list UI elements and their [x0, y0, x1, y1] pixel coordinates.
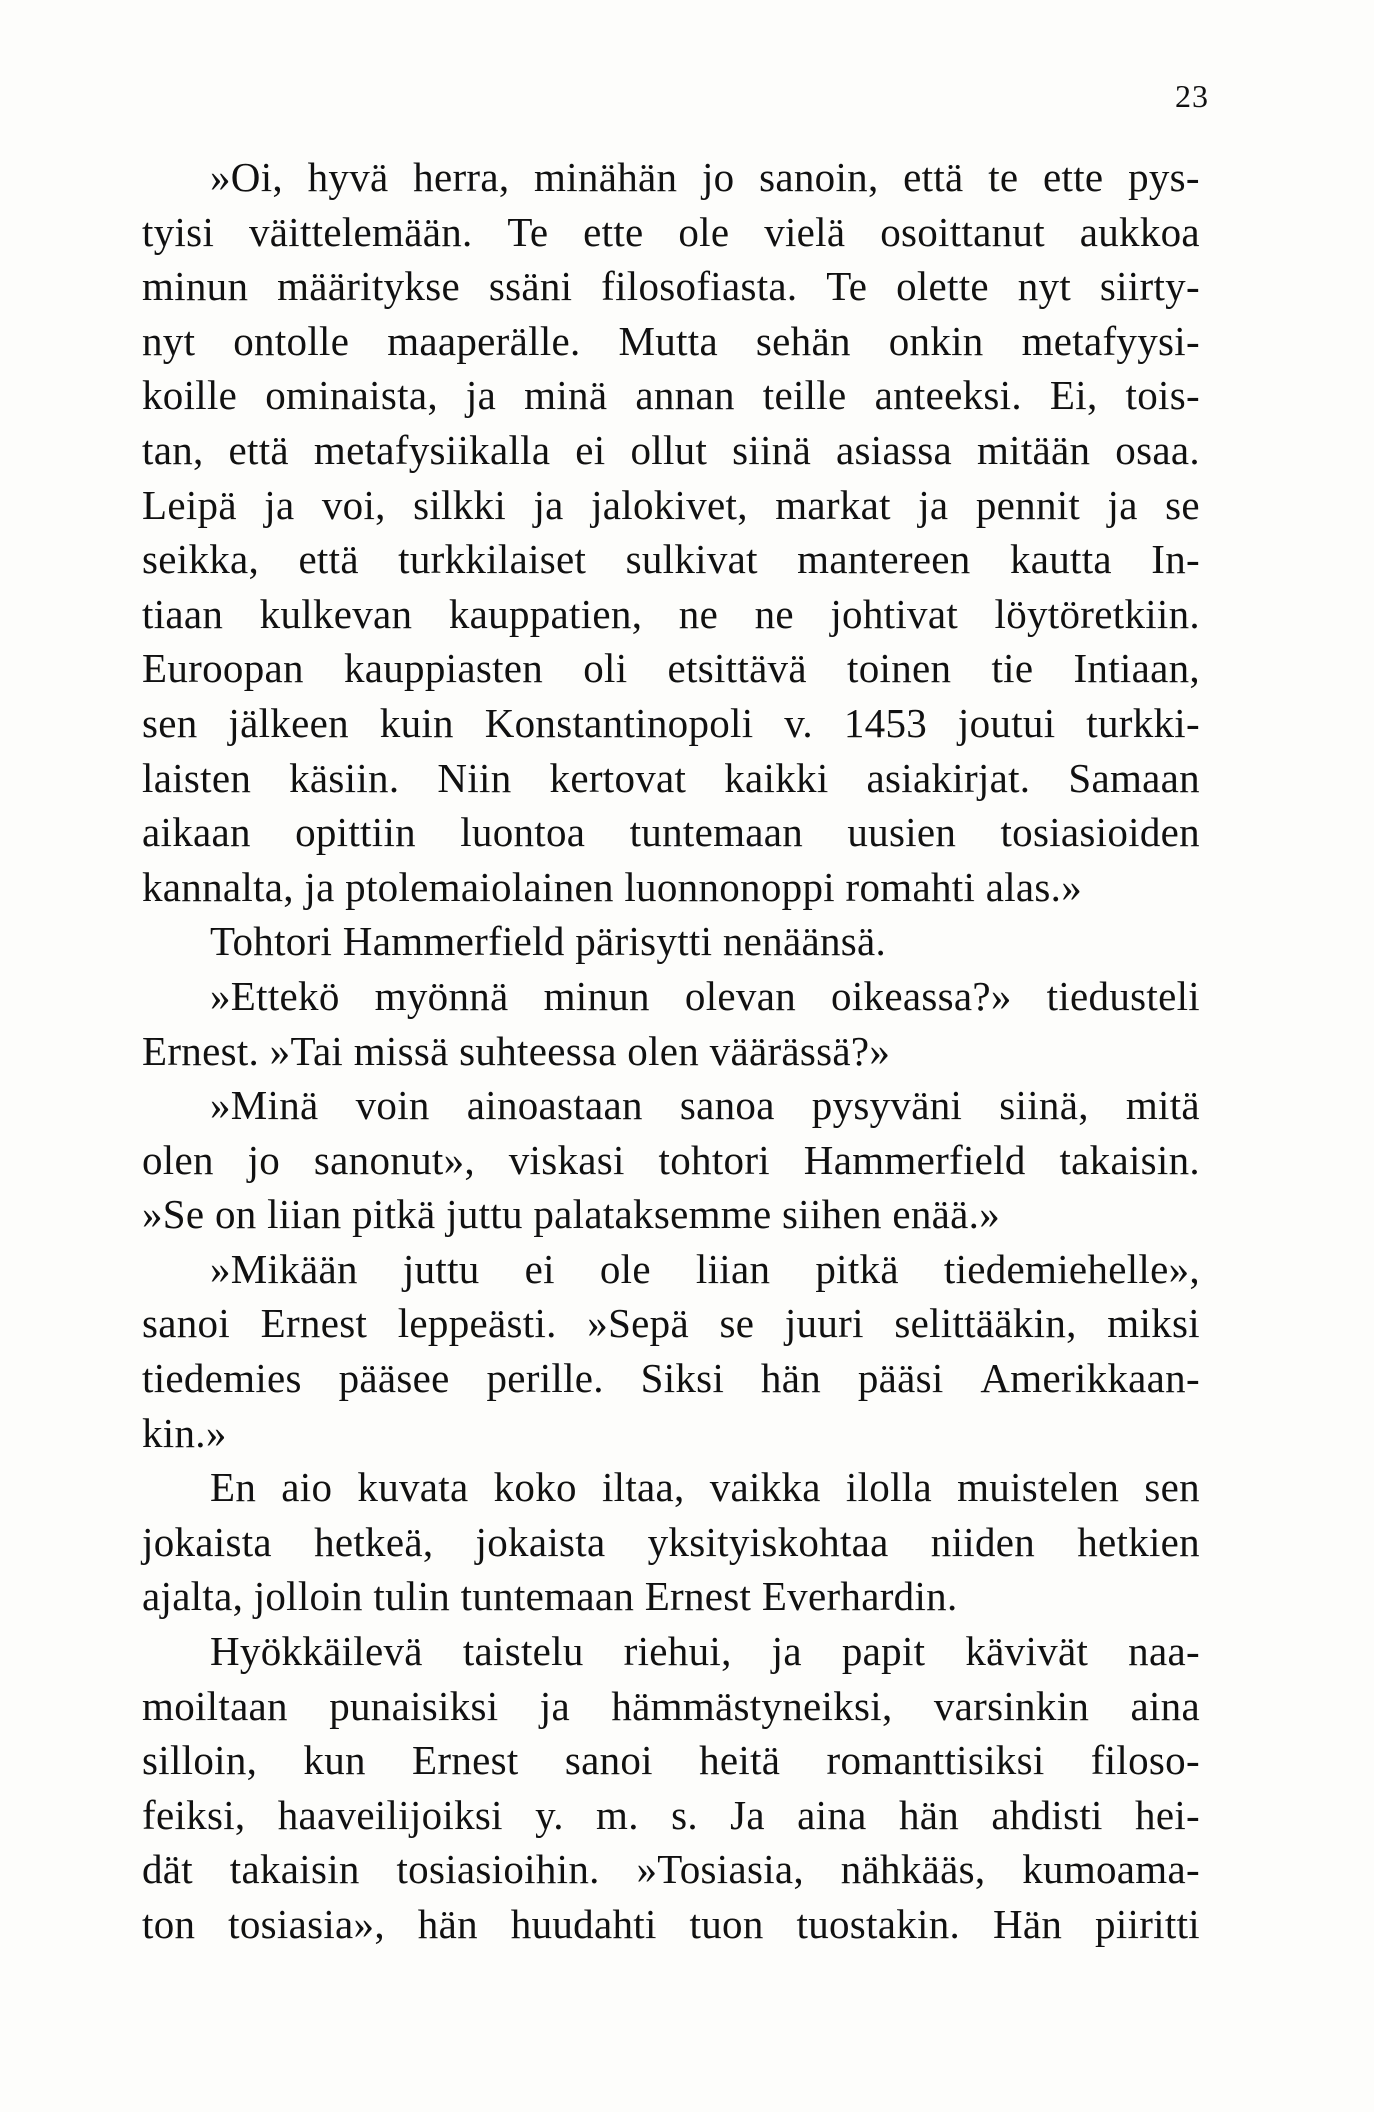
word: etsittävä [667, 645, 807, 692]
word: En [210, 1464, 257, 1511]
word: juttu [446, 1191, 523, 1238]
word: siihen [782, 1191, 882, 1238]
word: tosiasia», [228, 1901, 385, 1947]
word: ollut [630, 426, 708, 473]
word: Leipä [142, 481, 237, 528]
text-line [142, 1788, 1200, 1843]
word: pysyväni [811, 1082, 963, 1129]
word: onkin [888, 317, 984, 364]
word: asiakirjat. [866, 754, 1031, 801]
word: Intiaan, [1073, 645, 1200, 692]
word: toinen [847, 645, 952, 692]
word: ja [539, 1682, 570, 1729]
word: osoittanut [880, 208, 1045, 255]
word: pääsi [857, 1355, 944, 1402]
word: aukkoa [1079, 208, 1200, 255]
word: koko [493, 1464, 577, 1511]
text-line [142, 914, 1200, 969]
word: kauppatien, [448, 590, 643, 637]
text-line [142, 1133, 1200, 1188]
word: piiritti [1095, 1901, 1200, 1947]
word: että [228, 426, 289, 473]
word: ssäni [488, 263, 573, 310]
word: siinä, [999, 1082, 1089, 1129]
word: hei- [1135, 1791, 1200, 1838]
word: moiltaan [142, 1682, 288, 1729]
word: herra, [413, 154, 510, 200]
word: leppeästi. [397, 1300, 557, 1347]
word: jokaista [142, 1518, 272, 1565]
word: »Tai [269, 1027, 344, 1074]
word: ainoastaan [466, 1082, 643, 1129]
word: tohtori [658, 1136, 770, 1183]
text-line [142, 1515, 1200, 1570]
text-line [142, 805, 1200, 860]
word: kuin [379, 699, 454, 746]
word: Euroopan [142, 645, 304, 692]
word: hämmästyneiksi, [611, 1682, 893, 1729]
word: ominaista, [265, 372, 438, 419]
word: te [988, 154, 1019, 200]
word: sanoi [142, 1300, 231, 1347]
word: Mutta [618, 317, 718, 364]
word: metafysiikalla [313, 426, 551, 473]
word: jo [701, 154, 735, 200]
word: Te [507, 208, 549, 255]
word: että [298, 536, 359, 583]
word: hetkien [1077, 1518, 1200, 1565]
word: tulin [373, 1573, 451, 1620]
word: sen [142, 699, 198, 746]
word: ilolla [845, 1464, 932, 1511]
word: jolloin [253, 1573, 363, 1620]
word: Ernest. [142, 1027, 260, 1074]
word: mantereen [797, 536, 971, 583]
word: opittiin [295, 809, 416, 856]
word: ontolle [233, 317, 350, 364]
word: maaperälle. [387, 317, 581, 364]
word: ahdisti [991, 1791, 1103, 1838]
word: tan, [142, 426, 204, 473]
text-line [142, 696, 1200, 751]
word: tie [991, 645, 1034, 692]
word: kävivät [965, 1628, 1089, 1675]
word: ja [1107, 481, 1138, 528]
word: ole [678, 208, 730, 255]
text-line [142, 478, 1200, 533]
word: ja [918, 481, 949, 528]
word: sulkivat [625, 536, 758, 583]
word: voin [355, 1082, 430, 1129]
word: ei [524, 1245, 555, 1292]
word: olevan [684, 972, 796, 1019]
word: Hyökkäilevä [210, 1628, 423, 1675]
word: tiaan [142, 590, 224, 637]
word: nenäänsä. [722, 918, 887, 965]
word: anteeksi. [874, 372, 1022, 419]
text-line [142, 1679, 1200, 1734]
word: vaikka [709, 1464, 821, 1511]
word: takaisin [229, 1846, 360, 1893]
word: väärässä?» [709, 1027, 891, 1074]
word: tyisi [142, 208, 215, 255]
word: vielä [764, 208, 846, 255]
word: dät [142, 1846, 193, 1893]
body-text [142, 150, 1200, 1952]
text-line [142, 532, 1200, 587]
word: tuon [689, 1901, 764, 1947]
word: aina [797, 1791, 867, 1838]
word: hyvä [307, 154, 389, 200]
word: Ernest [644, 1573, 752, 1620]
word: turkkilaiset [398, 536, 587, 583]
word: Ja [730, 1791, 765, 1838]
word: jo [247, 1136, 281, 1183]
text-line [142, 259, 1200, 314]
word: se [1165, 481, 1200, 528]
word: Everhardin. [761, 1573, 958, 1620]
word: minun [142, 263, 249, 310]
word: silkki [413, 481, 507, 528]
word: ptolemaiolainen [345, 863, 614, 910]
word: määritykse [277, 263, 460, 310]
word: ton [142, 1901, 196, 1947]
word: hetkeä, [314, 1518, 434, 1565]
word: Amerikkaan- [980, 1355, 1200, 1402]
text-line [142, 1569, 1200, 1624]
word: ette [1043, 154, 1104, 200]
word: koille [142, 372, 238, 419]
word: kuvata [357, 1464, 469, 1511]
text-line [142, 1460, 1200, 1515]
word: siinä [732, 426, 812, 473]
word: luontoa [460, 809, 586, 856]
word: oli [583, 645, 628, 692]
word: pärisytti [575, 918, 713, 965]
word: nyt [142, 317, 196, 364]
word: naa- [1128, 1628, 1200, 1675]
word: pitkä [352, 1191, 436, 1238]
word: niiden [930, 1518, 1036, 1565]
word: Siksi [640, 1355, 725, 1402]
word: juttu [402, 1245, 480, 1292]
word: Hammerfield [342, 918, 565, 965]
text-line [142, 1897, 1200, 1952]
word: tuntemaan [460, 1573, 635, 1620]
text-line [142, 314, 1200, 369]
text-line [142, 1733, 1200, 1788]
word: joutui [957, 699, 1056, 746]
word: ajalta, [142, 1573, 244, 1620]
word: tosiasioiden [1000, 809, 1200, 856]
word: romanttisiksi [826, 1737, 1045, 1784]
word: ja [465, 372, 497, 419]
text-line [142, 1296, 1200, 1351]
word: aina [1130, 1682, 1200, 1729]
text-line [142, 1351, 1200, 1406]
word: hän [760, 1355, 822, 1402]
word: liian [695, 1245, 771, 1292]
word: Te [826, 263, 868, 310]
word: hän [417, 1901, 478, 1947]
word: osaa. [1115, 426, 1200, 473]
text-line [142, 423, 1200, 478]
word: 1453 [843, 699, 928, 746]
word: metafyysi- [1021, 317, 1200, 364]
word: kaikki [724, 754, 829, 801]
word: selittääkin, [894, 1300, 1077, 1347]
word: perille. [486, 1355, 604, 1402]
word: s. [671, 1791, 698, 1838]
word: takaisin. [1059, 1136, 1200, 1183]
text-line [142, 1842, 1200, 1897]
word: teille [762, 372, 847, 419]
word: filoso- [1090, 1737, 1200, 1784]
word: haaveilijoiksi [277, 1791, 503, 1838]
word: olen [142, 1136, 214, 1183]
word: Tohtori [210, 918, 333, 965]
word: iltaa, [601, 1464, 685, 1511]
word: sanonut», [313, 1136, 475, 1183]
word: on [214, 1191, 257, 1238]
word: kun [303, 1737, 366, 1784]
word: kin.» [142, 1409, 227, 1456]
word: ei [575, 426, 606, 473]
word: myönnä [374, 972, 509, 1019]
word: Konstantinopoli [484, 699, 754, 746]
word: enää.» [892, 1191, 1001, 1238]
word: papit [841, 1628, 926, 1675]
word: siirty- [1099, 263, 1200, 310]
word: Ei, [1049, 372, 1098, 419]
word: kautta [1009, 536, 1112, 583]
word: tois- [1125, 372, 1200, 419]
text-line [142, 1624, 1200, 1679]
word: pitkä [815, 1245, 899, 1292]
word: että [903, 154, 964, 200]
word: sehän [755, 317, 851, 364]
word: nähkääs, [840, 1846, 986, 1893]
word: jälkeen [228, 699, 349, 746]
word: heitä [699, 1737, 781, 1784]
text-line [142, 205, 1200, 260]
word: v. [784, 699, 813, 746]
word: minä [524, 372, 608, 419]
word: miksi [1107, 1300, 1200, 1347]
word: voi, [321, 481, 386, 528]
text-line [142, 641, 1200, 696]
word: Niin [437, 754, 512, 801]
text-line [142, 587, 1200, 642]
word: oikeassa?» [831, 972, 1012, 1019]
word: palataksemme [533, 1191, 772, 1238]
word: riehui, [623, 1628, 732, 1675]
word: johtivat [830, 590, 959, 637]
word: tiedemiehelle», [943, 1245, 1200, 1292]
word: filosofiasta. [601, 263, 798, 310]
word: Samaan [1068, 754, 1200, 801]
word: varsinkin [933, 1682, 1090, 1729]
word: pääsee [338, 1355, 450, 1402]
word: käsiin. [289, 754, 400, 801]
word: ja [533, 481, 564, 528]
word: »Tosiasia, [636, 1846, 804, 1893]
word: hän [898, 1791, 960, 1838]
word: ja [264, 481, 295, 528]
word: sanoi [564, 1737, 653, 1784]
word: tuntemaan [629, 809, 804, 856]
word: yksityiskohtaa [647, 1518, 889, 1565]
word: Ernest [260, 1300, 368, 1347]
word: In- [1151, 536, 1200, 583]
word: feiksi, [142, 1791, 246, 1838]
word: sanoin, [759, 154, 879, 200]
word: löytöretkiin. [994, 590, 1200, 637]
word: ne [678, 590, 719, 637]
word: se [719, 1300, 755, 1347]
word: huudahti [510, 1901, 657, 1947]
word: kannalta, [142, 863, 294, 910]
word: Hammerfield [803, 1136, 1026, 1183]
word: laisten [142, 754, 252, 801]
word: minähän [534, 154, 678, 200]
word: taistelu [462, 1628, 584, 1675]
word: ja [304, 863, 335, 910]
text-line [142, 969, 1200, 1024]
word: sanoa [679, 1082, 775, 1129]
word: ole [599, 1245, 651, 1292]
word: olen [627, 1027, 700, 1074]
word: ja [771, 1628, 802, 1675]
word: »Oi, [210, 154, 283, 200]
word: mitään [976, 426, 1091, 473]
word: asiassa [836, 426, 952, 473]
word: luonnonoppi [624, 863, 835, 910]
word: Ernest [412, 1737, 519, 1784]
word: tosiasioihin. [396, 1846, 600, 1893]
word: alas.» [985, 863, 1082, 910]
text-line [142, 1406, 1200, 1461]
text-line [142, 1187, 1200, 1242]
word: markat [775, 481, 891, 528]
text-line [142, 1078, 1200, 1133]
word: muistelen [957, 1464, 1120, 1511]
word: jokaista [475, 1518, 606, 1565]
word: silloin, [142, 1737, 258, 1784]
word: aikaan [142, 809, 251, 856]
word: pys- [1128, 154, 1200, 200]
word: kulkevan [259, 590, 413, 637]
word: romahti [845, 863, 976, 910]
word: m. [596, 1791, 639, 1838]
word: ette [583, 208, 644, 255]
word: jalokivet, [591, 481, 748, 528]
word: annan [635, 372, 735, 419]
word: tiedusteli [1046, 972, 1200, 1019]
word: pennit [975, 481, 1081, 528]
word: tuostakin. [796, 1901, 961, 1947]
word: mitä [1125, 1082, 1200, 1129]
word: sen [1144, 1464, 1200, 1511]
word: aio [281, 1464, 333, 1511]
word: y. [535, 1791, 564, 1838]
word: »Se [142, 1191, 205, 1238]
text-line [142, 1024, 1200, 1079]
word: ne [754, 590, 794, 637]
word: »Minä [210, 1082, 319, 1129]
word: punaisiksi [329, 1682, 499, 1729]
word: uusien [847, 809, 957, 856]
word: kertovat [549, 754, 687, 801]
word: turkki- [1086, 699, 1200, 746]
word: liian [267, 1191, 342, 1238]
word: kumoama- [1022, 1846, 1200, 1893]
word: olette [896, 263, 989, 310]
word: seikka, [142, 536, 260, 583]
word: viskasi [508, 1136, 625, 1183]
text-line [142, 860, 1200, 915]
word: »Mikään [210, 1245, 358, 1292]
word: kauppiasten [343, 645, 544, 692]
word: suhteessa [459, 1027, 617, 1074]
page-number: 23 [1175, 78, 1209, 114]
word: juuri [784, 1300, 864, 1347]
text-line [142, 751, 1200, 806]
word: nyt [1017, 263, 1072, 310]
word: tiedemies [142, 1355, 302, 1402]
text-line [142, 368, 1200, 423]
word: missä [353, 1027, 449, 1074]
word: Hän [992, 1901, 1063, 1947]
word: »Sepä [587, 1300, 689, 1347]
word: väittelemään. [248, 208, 473, 255]
word: »Ettekö [210, 972, 340, 1019]
text-line [142, 1242, 1200, 1297]
word: minun [543, 972, 650, 1019]
text-line [142, 150, 1200, 205]
